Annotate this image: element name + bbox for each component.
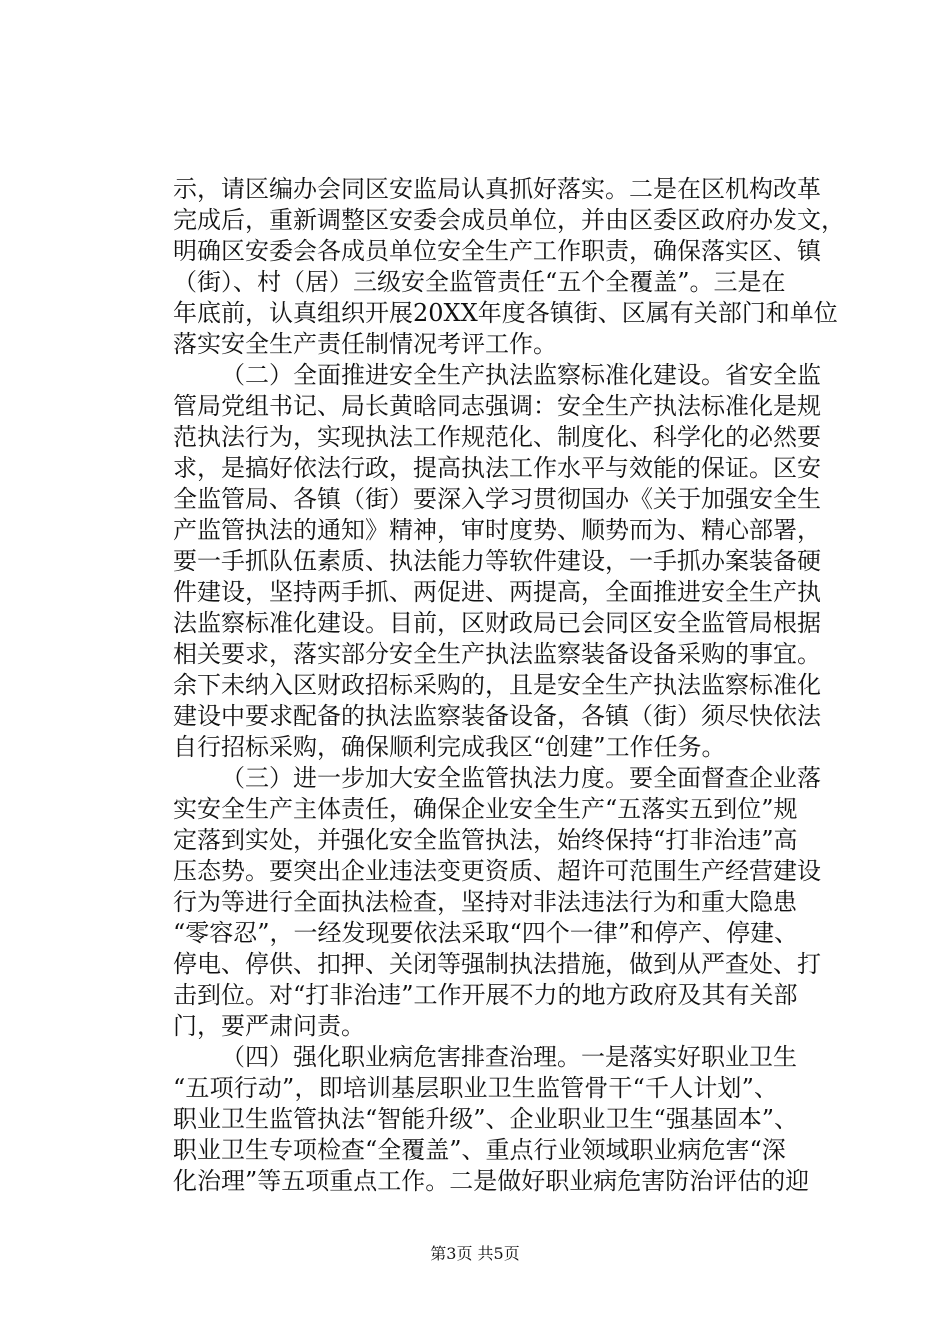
- text-line: 件建设，坚持两手抓、两促进、两提高，全面推进安全生产执: [173, 578, 821, 606]
- text-line: 职业卫生专项检查“全覆盖”、重点行业领域职业病危害“深: [173, 1136, 786, 1164]
- text-line: 年底前，认真组织开展20XX年度各镇街、区属有关部门和单位: [173, 299, 838, 327]
- text-line: 法监察标准化建设。目前，区财政局已会同区安全监管局根据: [173, 609, 821, 637]
- text-line: 门，要严肃问责。: [173, 1012, 365, 1040]
- text-line: 压态势。要突出企业违法变更资质、超许可范围生产经营建设: [173, 857, 821, 885]
- text-line: 要一手抓队伍素质、执法能力等软件建设，一手抓办案装备硬: [173, 547, 821, 575]
- text-line: （二）全面推进安全生产执法监察标准化建设。省安全监: [221, 361, 821, 389]
- text-line: 自行招标采购，确保顺利完成我区“创建”工作任务。: [173, 733, 726, 761]
- text-line: 停电、停供、扣押、关闭等强制执法措施，做到从严查处、打: [173, 950, 821, 978]
- text-line: 示，请区编办会同区安监局认真抓好落实。二是在区机构改革: [173, 175, 821, 203]
- text-line: “零容忍”，一经发现要依法采取“四个一律”和停产、停建、: [173, 919, 799, 947]
- text-line: 相关要求，落实部分安全生产执法监察装备设备采购的事宜。: [173, 640, 821, 668]
- text-line: “五项行动”，即培训基层职业卫生监管骨干“千人计划”、: [173, 1074, 778, 1102]
- text-line: 全监管局、各镇（街）要深入学习贯彻国办《关于加强安全生: [173, 485, 821, 513]
- text-line: 明确区安委会各成员单位安全生产工作职责，确保落实区、镇: [173, 237, 821, 265]
- text-line: 行为等进行全面执法检查，坚持对非法违法行为和重大隐患: [173, 888, 797, 916]
- text-line: 求，是搞好依法行政，提高执法工作水平与效能的保证。区安: [173, 454, 821, 482]
- text-line: （街）、村（居）三级安全监管责任“五个全覆盖”。三是在: [173, 268, 786, 296]
- text-line: 化治理”等五项重点工作。二是做好职业病危害防治评估的迎: [173, 1167, 810, 1195]
- text-line: 实安全生产主体责任，确保企业安全生产“五落实五到位”规: [173, 795, 798, 823]
- text-line: 余下未纳入区财政招标采购的，且是安全生产执法监察标准化: [173, 671, 821, 699]
- text-line: 落实安全生产责任制情况考评工作。: [173, 330, 557, 358]
- text-line: 定落到实处，并强化安全监管执法，始终保持“打非治违”高: [173, 826, 798, 854]
- text-line: 职业卫生监管执法“智能升级”、企业职业卫生“强基固本”、: [173, 1105, 799, 1133]
- text-line: （四）强化职业病危害排查治理。一是落实好职业卫生: [221, 1043, 797, 1071]
- text-line: 管局党组书记、局长黄晗同志强调：安全生产执法标准化是规: [173, 392, 821, 420]
- text-line: 建设中要求配备的执法监察装备设备，各镇（街）须尽快依法: [173, 702, 821, 730]
- text-line: 范执法行为，实现执法工作规范化、制度化、科学化的必然要: [173, 423, 821, 451]
- page-number-footer: 第3页 共5页: [430, 1244, 520, 1263]
- text-line: 完成后，重新调整区安委会成员单位，并由区委区政府办发文，: [173, 206, 845, 234]
- text-line: 击到位。对“打非治违”工作开展不力的地方政府及其有关部: [173, 981, 798, 1009]
- text-line: 产监管执法的通知》精神，审时度势、顺势而为、精心部署，: [173, 516, 821, 544]
- text-line: （三）进一步加大安全监管执法力度。要全面督查企业落: [221, 764, 821, 792]
